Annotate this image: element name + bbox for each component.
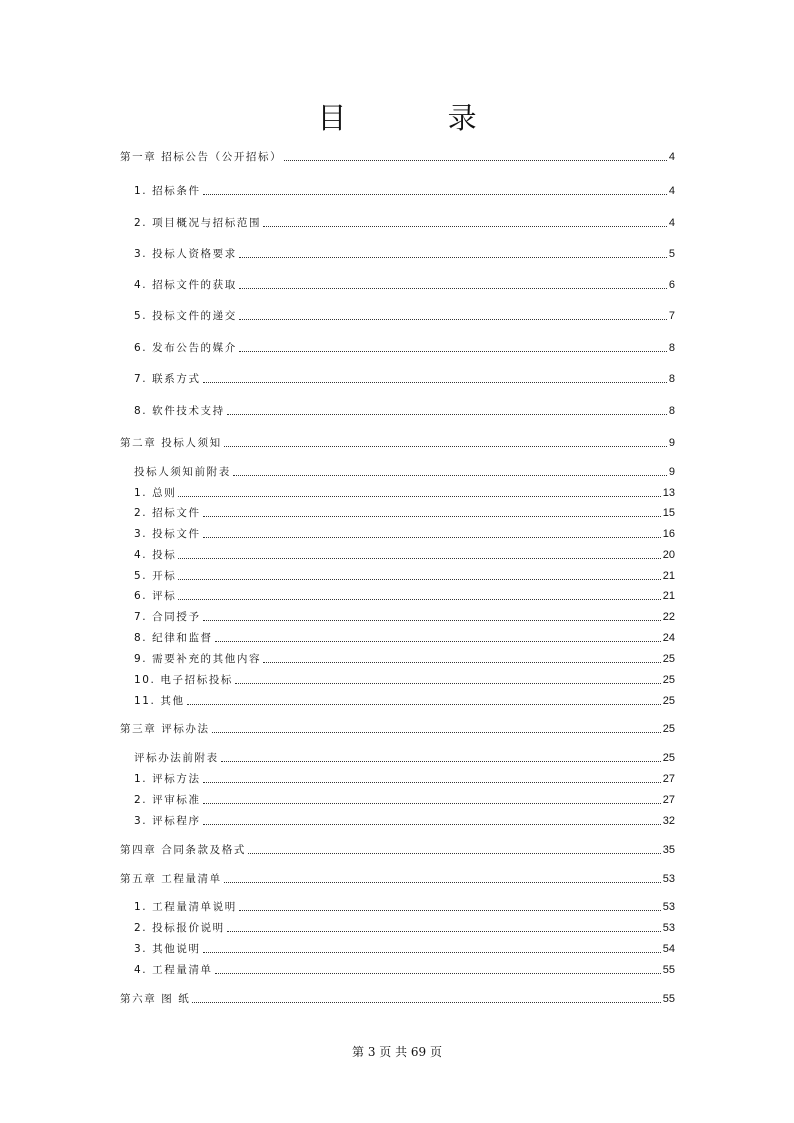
- page-footer: 第 3 页 共 69 页: [352, 1045, 442, 1059]
- dot-leader: [178, 557, 660, 559]
- toc-entry-page-number: 4: [668, 217, 675, 229]
- toc-entry-label: 8. 软件技术支持: [134, 405, 225, 417]
- toc-entry-page-number: 35: [662, 844, 675, 856]
- toc-entry-page-number: 13: [662, 487, 675, 499]
- dot-leader: [235, 682, 661, 684]
- toc-entry-label: 7. 联系方式: [134, 373, 201, 385]
- dot-leader: [239, 256, 667, 258]
- dot-leader: [178, 495, 660, 497]
- dot-leader: [227, 413, 667, 415]
- dot-leader: [227, 930, 661, 932]
- dot-leader: [212, 731, 661, 733]
- toc-entry-label: 1. 工程量清单说明: [134, 901, 237, 913]
- toc-entry-page-number: 53: [662, 901, 675, 913]
- toc-entry[interactable]: [120, 434, 675, 450]
- toc-entry[interactable]: [134, 629, 675, 645]
- dot-leader: [221, 760, 661, 762]
- toc-entry-label: 第三章 评标办法: [120, 723, 210, 735]
- toc-entry-label: 1. 总则: [134, 487, 177, 499]
- toc-title: 目 录: [317, 101, 523, 135]
- toc-entry[interactable]: [134, 525, 675, 541]
- toc-entry-label: 2. 招标文件: [134, 507, 201, 519]
- toc-entry[interactable]: [134, 182, 675, 198]
- toc-entry-label: 第六章 图 纸: [120, 993, 191, 1005]
- dot-leader: [203, 781, 661, 783]
- toc-entry[interactable]: [134, 608, 675, 624]
- toc-entry-page-number: 22: [662, 611, 675, 623]
- dot-leader: [203, 193, 667, 195]
- toc-entry-label: 8. 纪律和监督: [134, 632, 213, 644]
- toc-entry[interactable]: [134, 812, 675, 828]
- toc-entry-label: 第二章 投标人须知: [120, 437, 222, 449]
- toc-entry-page-number: 15: [662, 507, 675, 519]
- toc-entry-label: 6. 发布公告的媒介: [134, 342, 237, 354]
- toc-entry-page-number: 8: [668, 342, 675, 354]
- dot-leader: [284, 159, 667, 161]
- toc-entry[interactable]: [134, 214, 675, 230]
- toc-entry[interactable]: [134, 402, 675, 418]
- toc-entry[interactable]: [120, 841, 675, 857]
- dot-leader: [203, 536, 661, 538]
- toc-entry-page-number: 25: [662, 674, 675, 686]
- dot-leader: [239, 318, 667, 320]
- toc-entry[interactable]: [120, 870, 675, 886]
- toc-entry-label: 2. 项目概况与招标范围: [134, 217, 262, 229]
- toc-entry-label: 9. 需要补充的其他内容: [134, 653, 262, 665]
- toc-entry-page-number: 20: [662, 549, 675, 561]
- toc-entry-page-number: 53: [662, 873, 675, 885]
- dot-leader: [263, 661, 661, 663]
- toc-entry-label: 1. 评标方法: [134, 773, 201, 785]
- toc-entry-label: 4. 投标: [134, 549, 177, 561]
- toc-entry[interactable]: [134, 339, 675, 355]
- toc-entry-label: 3. 评标程序: [134, 815, 201, 827]
- toc-entry[interactable]: [134, 671, 675, 687]
- toc-entry-label: 3. 投标文件: [134, 528, 201, 540]
- toc-entry-page-number: 4: [668, 151, 675, 163]
- toc-entry-page-number: 16: [662, 528, 675, 540]
- dot-leader: [248, 852, 661, 854]
- toc-entry-page-number: 9: [668, 437, 675, 449]
- toc-entry-label: 第一章 招标公告（公开招标）: [120, 151, 283, 163]
- toc-entry[interactable]: [134, 692, 675, 708]
- toc-entry[interactable]: [120, 148, 675, 164]
- dot-leader: [263, 225, 667, 227]
- toc-entry-label: 5. 投标文件的递交: [134, 310, 237, 322]
- toc-entry-label: 评标办法前附表: [134, 752, 219, 764]
- dot-leader: [224, 445, 667, 447]
- dot-leader: [215, 640, 661, 642]
- toc-entry[interactable]: [134, 370, 675, 386]
- dot-leader: [203, 381, 667, 383]
- toc-entry-page-number: 21: [662, 570, 675, 582]
- toc-entry-label: 投标人须知前附表: [134, 466, 231, 478]
- toc-entry-page-number: 9: [668, 466, 675, 478]
- toc-entry-page-number: 25: [662, 723, 675, 735]
- toc-entry[interactable]: [134, 307, 675, 323]
- toc-entry-label: 10. 电子招标投标: [134, 674, 234, 686]
- toc-entry[interactable]: [120, 720, 675, 736]
- toc-entry[interactable]: [134, 791, 675, 807]
- toc-entry[interactable]: [134, 940, 675, 956]
- toc-entry-label: 5. 开标: [134, 570, 177, 582]
- toc-entry-page-number: 55: [662, 993, 675, 1005]
- dot-leader: [203, 619, 661, 621]
- dot-leader: [178, 578, 660, 580]
- toc-entry[interactable]: [120, 990, 675, 1006]
- toc-entry-label: 7. 合同授予: [134, 611, 201, 623]
- toc-entry[interactable]: [134, 919, 675, 935]
- toc-entry-label: 2. 投标报价说明: [134, 922, 225, 934]
- dot-leader: [239, 287, 667, 289]
- toc-entry[interactable]: [134, 898, 675, 914]
- toc-entry-page-number: 53: [662, 922, 675, 934]
- toc-entry-page-number: 5: [668, 248, 675, 260]
- toc-entry[interactable]: [134, 749, 675, 765]
- dot-leader: [192, 1001, 660, 1003]
- toc-entry-page-number: 8: [668, 405, 675, 417]
- toc-entry-page-number: 6: [668, 279, 675, 291]
- toc-entry-page-number: 27: [662, 773, 675, 785]
- toc-entry[interactable]: [134, 276, 675, 292]
- toc-entry[interactable]: [134, 245, 675, 261]
- toc-entry-label: 3. 投标人资格要求: [134, 248, 237, 260]
- toc-entry-page-number: 24: [662, 632, 675, 644]
- toc-entry-label: 2. 评审标准: [134, 794, 201, 806]
- toc-entry-label: 1. 招标条件: [134, 185, 201, 197]
- dot-leader: [203, 951, 661, 953]
- toc-entry[interactable]: [134, 546, 675, 562]
- dot-leader: [203, 802, 661, 804]
- toc-entry-label: 3. 其他说明: [134, 943, 201, 955]
- toc-entry-page-number: 7: [668, 310, 675, 322]
- toc-entry-label: 第四章 合同条款及格式: [120, 844, 246, 856]
- toc-entry-label: 4. 工程量清单: [134, 964, 213, 976]
- toc-entry[interactable]: [134, 587, 675, 603]
- dot-leader: [203, 515, 661, 517]
- dot-leader: [239, 909, 661, 911]
- toc-entry-page-number: 32: [662, 815, 675, 827]
- toc-entry[interactable]: [134, 650, 675, 666]
- dot-leader: [203, 823, 661, 825]
- toc-entry-page-number: 21: [662, 590, 675, 602]
- toc-entry[interactable]: [134, 463, 675, 479]
- toc-entry-label: 4. 招标文件的获取: [134, 279, 237, 291]
- toc-entry-label: 11. 其他: [134, 695, 185, 707]
- toc-entry[interactable]: [134, 504, 675, 520]
- dot-leader: [233, 474, 667, 476]
- toc-entry-page-number: 55: [662, 964, 675, 976]
- dot-leader: [215, 972, 661, 974]
- dot-leader: [239, 350, 667, 352]
- toc-entry[interactable]: [134, 484, 675, 500]
- toc-entry-page-number: 25: [662, 752, 675, 764]
- toc-entry[interactable]: [134, 567, 675, 583]
- toc-entry[interactable]: [134, 770, 675, 786]
- dot-leader: [178, 598, 660, 600]
- toc-entry[interactable]: [134, 961, 675, 977]
- toc-entry-page-number: 27: [662, 794, 675, 806]
- dot-leader: [224, 881, 661, 883]
- toc-entry-page-number: 54: [662, 943, 675, 955]
- toc-entry-label: 6. 评标: [134, 590, 177, 602]
- toc-entry-page-number: 25: [662, 653, 675, 665]
- toc-entry-page-number: 4: [668, 185, 675, 197]
- dot-leader: [187, 703, 661, 705]
- toc-entry-page-number: 25: [662, 695, 675, 707]
- toc-entry-page-number: 8: [668, 373, 675, 385]
- toc-entry-label: 第五章 工程量清单: [120, 873, 222, 885]
